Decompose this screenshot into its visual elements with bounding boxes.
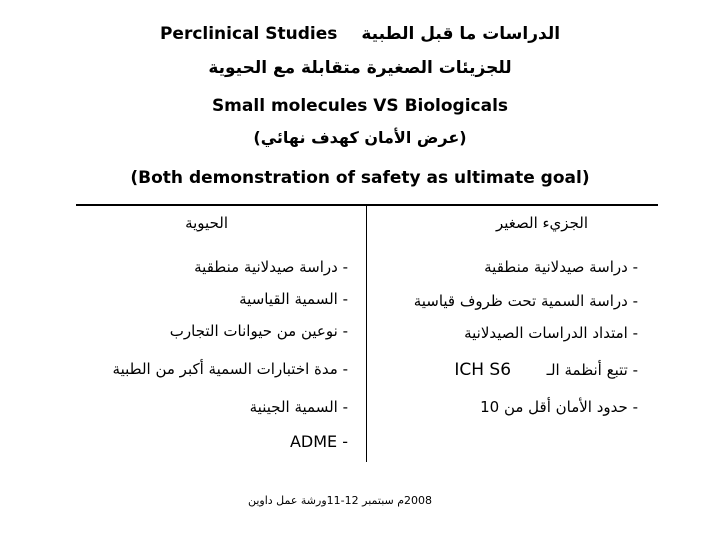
small-molecules-item: - حدود الأمان أقل من 10 [480, 398, 638, 416]
biologicals-item: - السمية القياسية [239, 290, 348, 308]
slide-title [0, 24, 720, 44]
small-molecules-header: الجزيء الصغير [495, 214, 588, 232]
small-molecules-item: - دراسة السمية تحت ظروف قياسية [413, 292, 638, 310]
subtitle-english: Small molecules VS Biologicals [211, 96, 509, 116]
small-molecules-item [454, 360, 638, 380]
biologicals-header: الحيوية [185, 214, 228, 232]
small-molecules-item: - دراسة صيدلانية منطقية [484, 258, 638, 276]
ich-s6-label: ICH S6 [454, 360, 512, 380]
biologicals-item: - نوعين من حيوانات التجارب [169, 322, 348, 340]
title-english: Perclinical Studies [159, 24, 338, 44]
footer-caption: 2008م سبتمبر 12-11ورشة عمل داوين [247, 494, 433, 507]
biologicals-column [30, 206, 348, 466]
column-divider [366, 206, 367, 462]
biologicals-item: - مدة اختبارات السمية أكبر من الطبية [112, 360, 348, 378]
small-molecules-item: - امتداد الدراسات الصيدلانية [464, 324, 638, 342]
note-arabic: (عرض الأمان كهدف نهائي) [253, 128, 467, 147]
small-molecules-item-ar: - تتبع أنظمة الـ [546, 361, 638, 379]
biologicals-item: - دراسة صيدلانية منطقية [194, 258, 348, 276]
biologicals-item: - السمية الجينية [249, 398, 348, 416]
note-english: (Both demonstration of safety as ultimate goal) [130, 168, 590, 188]
title-arabic: الدراسات ما قبل الطبية [361, 24, 561, 44]
biologicals-item: ADME - [289, 432, 348, 451]
subtitle-arabic: للجزيئات الصغيرة متقابلة مع الحيوية [208, 58, 512, 78]
small-molecules-column [370, 206, 638, 466]
